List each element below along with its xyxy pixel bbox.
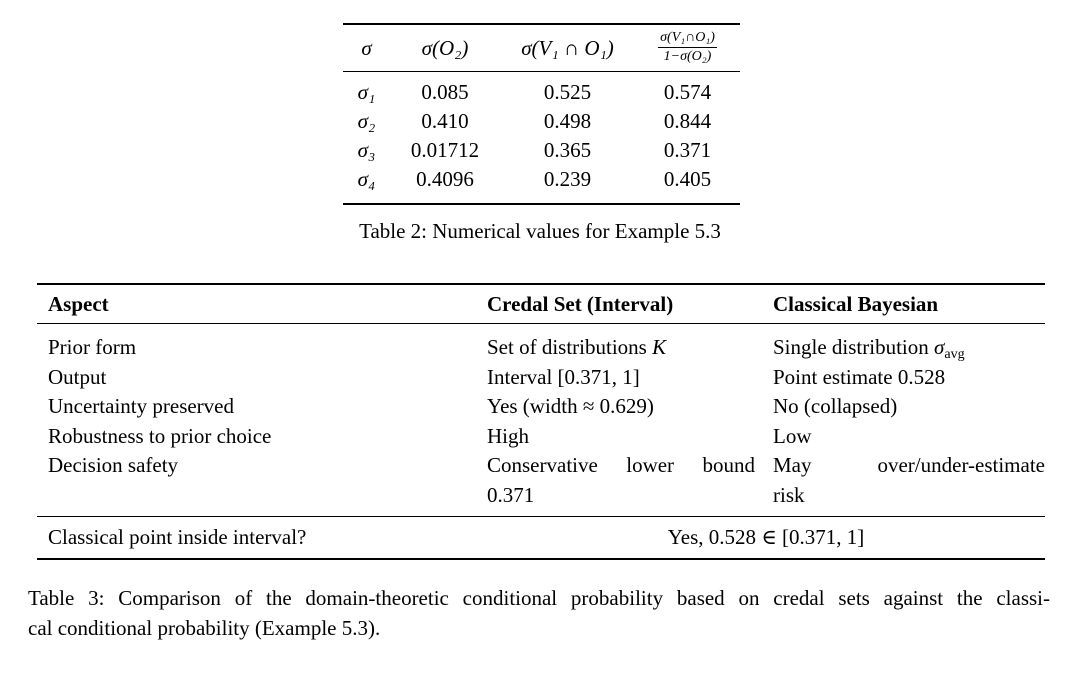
- table-row: [343, 165, 740, 194]
- cell-sigma-o2: 0.01712: [410, 138, 480, 162]
- table-3-footer-row: [37, 517, 1045, 558]
- cell-ratio: 0.844: [663, 109, 712, 133]
- table-2-header-sigma-v1-o1: σ(V₁ ∩ O₁): [521, 35, 614, 60]
- cell-ratio: 0.405: [663, 167, 712, 191]
- table-2-header-sigma: σ: [361, 35, 372, 60]
- table-row: [343, 136, 740, 165]
- cell-aspect: Prior form: [48, 335, 137, 359]
- cell-sigma-v1-o1: 0.525: [543, 80, 592, 104]
- math-k: K: [652, 335, 667, 359]
- cell-credal: Interval [0.371, 1]: [487, 364, 640, 389]
- cell-aspect: Robustness to prior choice: [48, 423, 272, 448]
- table-row: [37, 422, 1045, 452]
- row-label: σ₁: [357, 80, 376, 104]
- ratio-fraction: [658, 30, 717, 65]
- table-2-header-ratio: [635, 30, 740, 66]
- table-2-header-row: [343, 25, 740, 72]
- cell-classical: [773, 333, 1045, 363]
- cell-credal: High: [487, 423, 529, 448]
- cell-aspect: Uncertainty preserved: [48, 394, 234, 418]
- ratio-fraction-denominator: 1−σ(O₂): [663, 49, 712, 64]
- table-2-body: [343, 72, 740, 203]
- row-label: σ₂: [357, 109, 376, 133]
- table-3-header-credal: Credal Set (Interval): [487, 292, 674, 316]
- table-2-header-sigma-o2: σ(O₂): [421, 35, 469, 60]
- cell-ratio: 0.574: [663, 80, 712, 104]
- cell-credal: [487, 333, 755, 363]
- cell-sigma-o2: 0.085: [421, 80, 469, 104]
- table-row: [37, 333, 1045, 363]
- table-3-caption-line-1: Table 3: Comparison of the domain-theoretic conditional probability based on credal sets against the classi-: [28, 586, 1050, 610]
- cell-aspect: Output: [48, 364, 107, 389]
- credal-text: Set of distributions: [487, 335, 647, 359]
- table-3-header-aspect: Aspect: [48, 292, 109, 316]
- credal-line-1: Conservative lower bound: [487, 453, 755, 477]
- cell-ratio: 0.371: [663, 138, 712, 162]
- cell-classical: Low: [773, 423, 812, 448]
- cell-sigma-v1-o1: 0.498: [543, 109, 592, 133]
- cell-credal: [487, 451, 755, 510]
- classical-text: Single distribution: [773, 335, 929, 359]
- cell-classical: Point estimate 0.528: [773, 364, 946, 389]
- row-label: σ₄: [357, 167, 376, 191]
- ratio-fraction-numerator: σ(V₁∩O₁): [658, 30, 717, 48]
- table-row: [37, 451, 1045, 510]
- row-label: σ₃: [357, 138, 376, 162]
- cell-sigma-v1-o1: 0.365: [543, 138, 592, 162]
- table-3-header-row: [37, 285, 1045, 324]
- cell-credal: Yes (width ≈ 0.629): [487, 394, 654, 418]
- table-row: [343, 78, 740, 107]
- table-3-header-classical: Classical Bayesian: [773, 292, 939, 316]
- cell-sigma-o2: 0.410: [421, 109, 469, 133]
- math-sigma: σ: [934, 335, 945, 359]
- math-sigma-subscript: avg: [944, 347, 965, 362]
- table-row: [37, 363, 1045, 393]
- table-3-caption: [28, 584, 1050, 643]
- footer-question: Classical point inside interval?: [48, 525, 307, 549]
- table-2-numerical-values: [343, 23, 740, 205]
- footer-answer: Yes, 0.528 ∈ [0.371, 1]: [667, 525, 865, 549]
- table-row: [343, 107, 740, 136]
- credal-line-2: 0.371: [487, 482, 535, 507]
- classical-line-1: May over/under-estimate: [773, 453, 1045, 477]
- cell-classical: No (collapsed): [773, 394, 898, 418]
- table-3-comparison: [37, 283, 1045, 560]
- cell-sigma-v1-o1: 0.239: [543, 167, 592, 191]
- cell-aspect: Decision safety: [48, 453, 179, 477]
- classical-line-2: risk: [773, 482, 805, 507]
- table-2-caption: Table 2: Numerical values for Example 5.3: [359, 219, 721, 243]
- table-3-caption-line-2: cal conditional probability (Example 5.3).: [28, 615, 381, 640]
- table-row: [37, 392, 1045, 422]
- cell-classical: [773, 451, 1045, 510]
- table-3-body: [37, 324, 1045, 517]
- cell-sigma-o2: 0.4096: [416, 167, 474, 191]
